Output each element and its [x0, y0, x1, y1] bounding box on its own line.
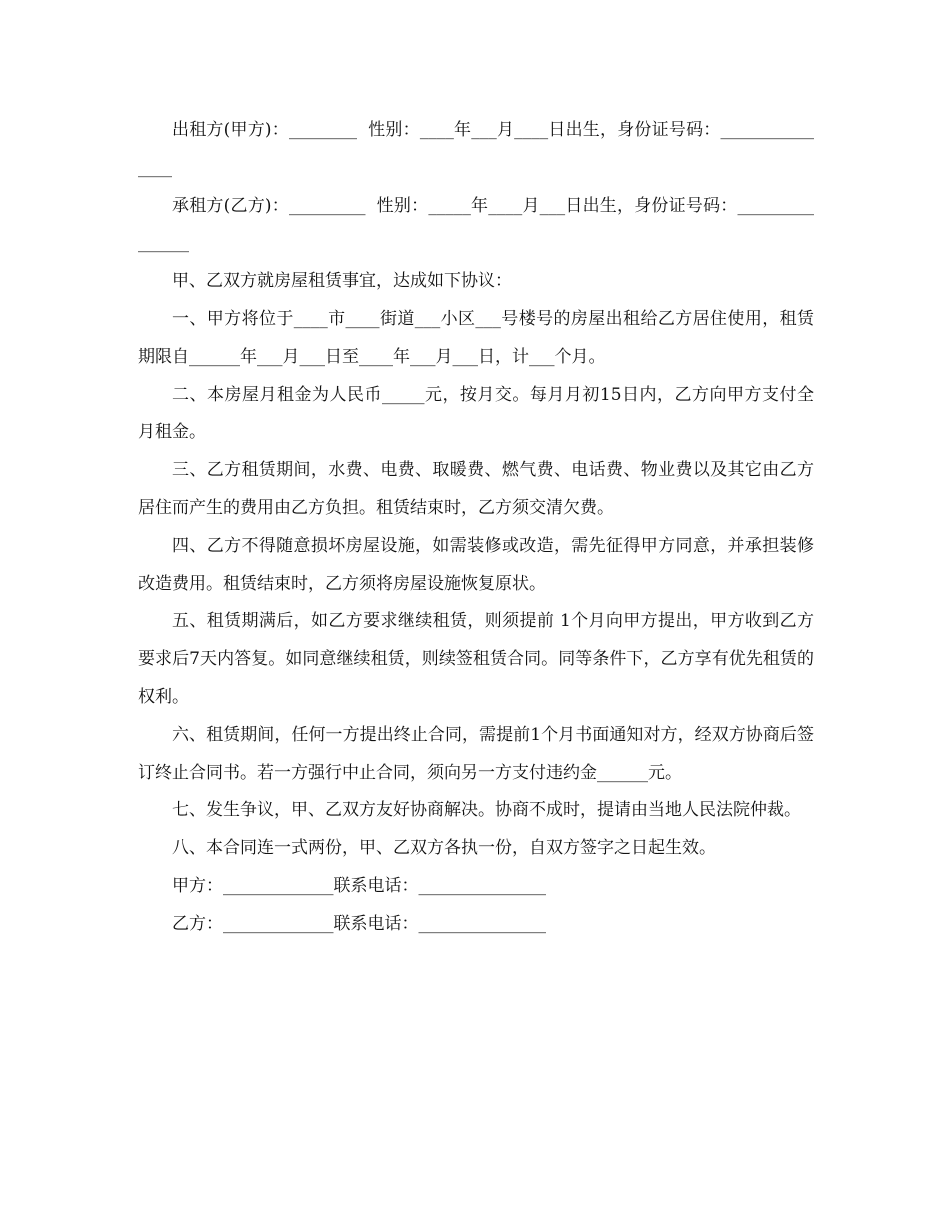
clause-4: 四、乙方不得随意损坏房屋设施，如需装修或改造，需先征得甲方同意，并承担装修改造费用。租赁结束时，乙方须将房屋设施恢复原状。 [138, 535, 814, 594]
agreement-intro: 甲、乙双方就房屋租赁事宜，达成如下协议： [172, 271, 512, 292]
clause-1: 一、甲方将位于____市____街道___小区___号楼号的房屋出租给乙方居住使用，租赁期限自______年___月___日至____年___月___日，计___个月。 [138, 308, 814, 367]
signature-party-b: 乙方：_____________联系电话：_______________ [172, 913, 546, 934]
clause-7: 七、发生争议，甲、乙双方友好协商解决。协商不成时，提请由当地人民法院仲裁。 [172, 800, 801, 821]
contract-body [138, 112, 814, 944]
clause-6: 六、租赁期间，任何一方提出终止合同，需提前1个月书面通知对方，经双方协商后签订终止合同书。若一方强行中止合同，须向另一方支付违约金______元。 [138, 724, 814, 783]
signature-party-a: 甲方：_____________联系电话：_______________ [172, 875, 546, 896]
clause-8: 八、本合同连一式两份，甲、乙双方各执一份，自双方签字之日起生效。 [172, 838, 716, 859]
lessor-info-line: 出租方(甲方)：________ 性别：____年___月____日出生，身份证号码：_______________ [138, 120, 814, 178]
clause-3: 三、乙方租赁期间，水费、电费、取暖费、燃气费、电话费、物业费以及其它由乙方居住而产生的费用由乙方负担。租赁结束时，乙方须交清欠费。 [138, 460, 814, 518]
clause-2: 二、本房屋月租金为人民币_____元，按月交。每月月初15日内，乙方向甲方支付全月租金。 [138, 384, 814, 443]
lessee-info-line: 承租方(乙方)：_________ 性别：_____年____月___日出生，身份证号码：_______________ [138, 195, 814, 254]
clause-5: 五、租赁期满后，如乙方要求继续租赁，则须提前 1个月向甲方提出，甲方收到乙方要求后7天内答复。如同意继续租赁，则续签租赁合同。同等条件下，乙方享有优先租赁的权利。 [138, 611, 814, 707]
